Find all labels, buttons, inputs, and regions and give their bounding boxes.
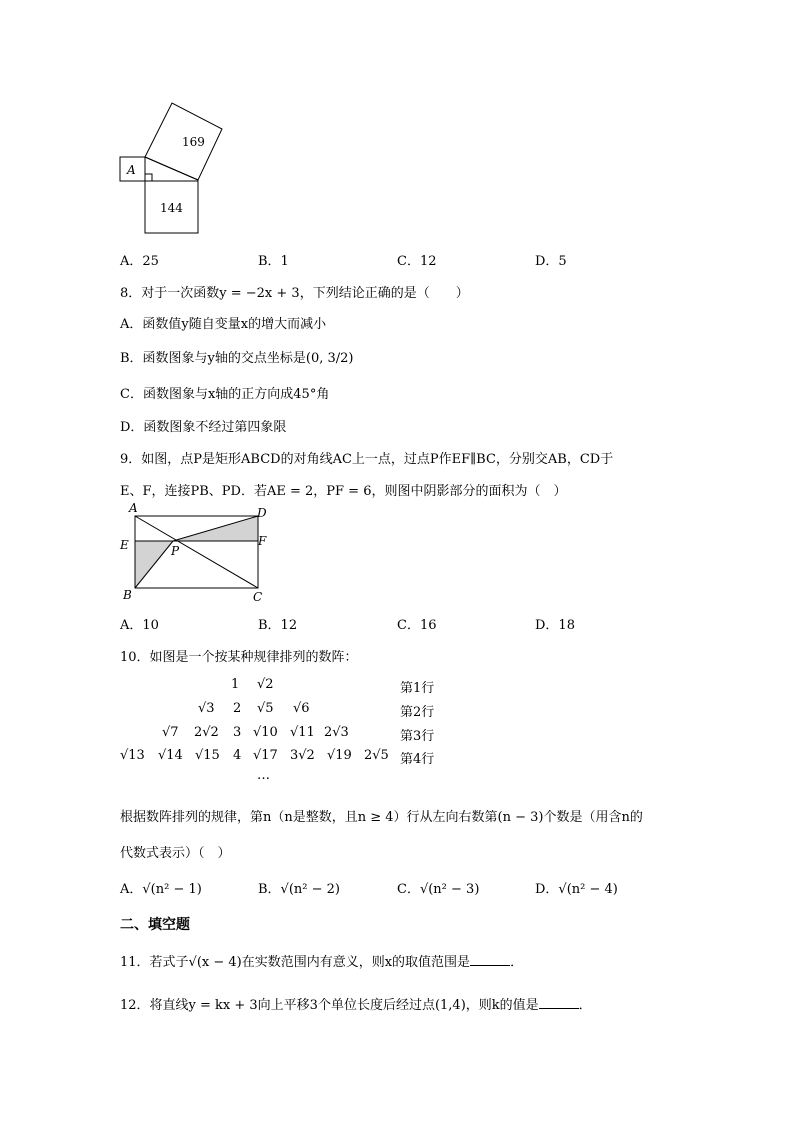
array-row-label: 第3行	[400, 729, 435, 744]
q7-option-d: D．5	[535, 254, 567, 269]
q8-choice-b: B．函数图象与y轴的交点坐标是(0, 3/2)	[120, 351, 354, 366]
q9-option-a: A．10	[120, 618, 159, 633]
label-E: E	[120, 538, 129, 552]
array-cell: √6	[293, 701, 310, 716]
q9-option-d: D．18	[535, 618, 575, 633]
array-cell: √19	[327, 748, 352, 763]
array-row-label: 第4行	[400, 752, 435, 767]
label-F: F	[258, 534, 267, 548]
array-cell: 3	[233, 725, 242, 740]
q11-end: ．	[510, 955, 524, 970]
q7-option-c: C．12	[397, 254, 437, 269]
array-cell: √11	[290, 725, 315, 740]
label-D: D	[257, 506, 267, 520]
label-B: B	[123, 588, 132, 602]
array-cell: 2√3	[324, 725, 349, 740]
q10-stem: 10．如图是一个按某种规律排列的数阵：	[120, 650, 358, 665]
q9-option-b: B．12	[258, 618, 298, 633]
array-cell: 1	[231, 677, 240, 692]
q9-rectangle-figure	[115, 500, 275, 605]
array-cell: 2	[233, 701, 242, 716]
array-cell: 3√2	[290, 748, 315, 763]
q7-option-a: A．25	[120, 254, 159, 269]
q10-option-d: D．√(n² − 4)	[535, 882, 618, 897]
q12-answer-blank[interactable]	[539, 996, 579, 1009]
q10-option-c: C．√(n² − 3)	[397, 882, 480, 897]
q10-rule-line2: 代数式表示）（ ）	[120, 846, 231, 861]
q12-end: ．	[578, 998, 592, 1013]
q11-answer-blank[interactable]	[470, 953, 510, 966]
q10-rule-line1: 根据数阵排列的规律，第n（n是整数，且n ≥ 4）行从左向右数第(n − 3)个数是（用含n的	[120, 810, 643, 825]
array-row-label: 第1行	[400, 681, 435, 696]
label-P: P	[171, 544, 180, 558]
array-cell: 2√2	[194, 725, 219, 740]
array-cell: √13	[120, 748, 145, 763]
label-169: 169	[182, 135, 205, 149]
array-ellipsis: …	[257, 768, 270, 783]
array-cell: √10	[253, 725, 278, 740]
q10-option-b: B．√(n² − 2)	[258, 882, 340, 897]
q12-line	[120, 994, 592, 1013]
array-row-label: 第2行	[400, 705, 435, 720]
q9-stem-line2: E、F，连接PB、PD．若AE = 2，PF = 6，则图中阴影部分的面积为（ ）	[120, 484, 567, 499]
label-144: 144	[160, 201, 183, 215]
array-cell: √5	[257, 701, 274, 716]
q8-choice-c: C．函数图象与x轴的正方向成45°角	[120, 387, 330, 402]
q11-line	[120, 951, 523, 970]
q8-choice-d: D．函数图象不经过第四象限	[120, 420, 287, 435]
label-C: C	[253, 590, 263, 604]
array-cell: √17	[253, 748, 278, 763]
q10-option-a: A．√(n² − 1)	[120, 882, 202, 897]
q11-text: 11．若式子√(x − 4)在实数范围内有意义，则x的取值范围是	[120, 955, 471, 970]
q7-square-figure	[115, 100, 230, 235]
array-cell: √14	[158, 748, 183, 763]
q9-stem-line1: 9．如图，点P是矩形ABCD的对角线AC上一点，过点P作EF∥BC，分别交AB，CD于	[120, 452, 614, 467]
array-cell: √3	[198, 701, 215, 716]
q9-option-c: C．16	[397, 618, 437, 633]
label-A: A	[127, 163, 136, 177]
q8-stem: 8．对于一次函数y = −2x + 3，下列结论正确的是（ ）	[120, 286, 469, 301]
q12-text: 12．将直线y = kx + 3向上平移3个单位长度后经过点(1,4)，则k的值是	[120, 998, 539, 1013]
q7-option-b: B．1	[258, 254, 289, 269]
array-cell: √15	[195, 748, 220, 763]
array-cell: √2	[257, 677, 274, 692]
array-cell: 4	[233, 748, 242, 763]
label-A: A	[129, 501, 138, 515]
array-cell: √7	[162, 725, 179, 740]
q8-choice-a: A．函数值y随自变量x的增大而减小	[120, 317, 327, 332]
array-cell: 2√5	[364, 748, 389, 763]
section-heading: 二、填空题	[120, 917, 190, 933]
